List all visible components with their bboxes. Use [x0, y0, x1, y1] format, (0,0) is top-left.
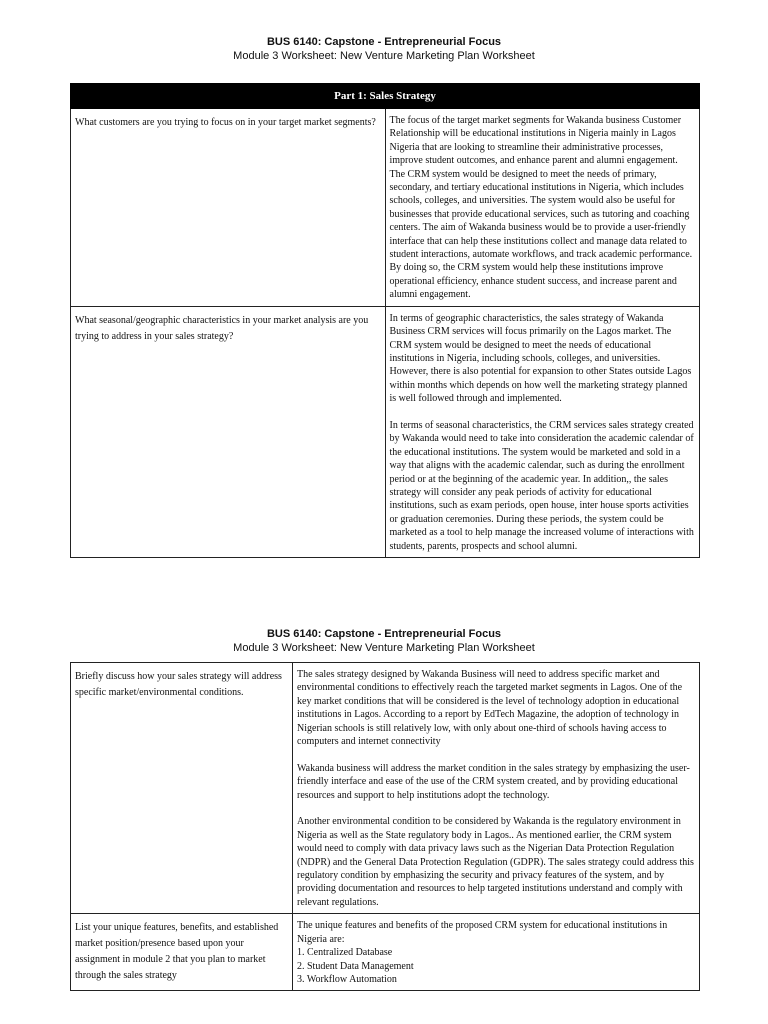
question-text: List your unique features, benefits, and established market position/presence based upon your assignment in module 2 that you plan to market through the sales strategy: [75, 922, 279, 982]
answer-cell: [293, 914, 700, 991]
worksheet-title: Module 3 Worksheet: New Venture Marketing Plan Worksheet: [233, 50, 535, 62]
table-row: [71, 663, 700, 914]
answer-paragraph: In terms of geographic characteristics, the sales strategy of Wakanda Business CRM services will focus primarily on the Lagos market. The CRM system would be designed to meet the needs of educational institutions in Nigeria, including schools, colleges, and universities. However, there is also potential for expansion to other States outside Lagos within months which depends on how well the marketing strategy planned is well followed through and implemented.: [389, 312, 692, 405]
question-cell: [71, 306, 386, 557]
feature-list-item: 1. Centralized Database: [297, 947, 393, 959]
table-row: [71, 914, 700, 991]
feature-list-item: 3. Workflow Automation: [297, 973, 397, 985]
table-row: [71, 306, 700, 557]
answer-paragraph: The sales strategy designed by Wakanda Business will need to address specific market and environmental conditions to effectively reach the targeted market segments in Lagos. One of the key market conditions that will be considered is the level of technology adoption in educational institutions in Lagos. According to a report by EdTech Magazine, the adoption of technology in Nigerian schools is still relatively low, with only about one-third of schools having access to computers and internet connectivity: [297, 669, 683, 748]
answer-paragraph: Another environmental condition to be considered by Wakanda is the regulatory environment in Nigeria as well as the State regulatory body in Lagos.. As mentioned earlier, the CRM system would need to comply with data privacy laws such as the Nigerian Data Protection Regulation (NDPR) and the General Data Protection Regulation (GDPR). The sales strategy could address this regulatory condition by emphasizing the security and privacy features of the system, and by providing documentation and resources to help targeted institutions understand and comply with relevant regulations.: [297, 816, 694, 908]
question-text: What customers are you trying to focus on in your target market segments?: [75, 117, 376, 128]
page-header: [0, 628, 768, 655]
answer-intro: The unique features and benefits of the proposed CRM system for educational institutions in Nigeria are:: [297, 920, 668, 945]
answer-cell: [385, 109, 700, 307]
question-cell: [71, 914, 293, 991]
question-text: What seasonal/geographic characteristics in your market analysis are you trying to address in your sales strategy?: [75, 314, 369, 342]
answer-cell: [385, 306, 700, 557]
course-title: BUS 6140: Capstone - Entrepreneurial Focus: [266, 628, 502, 640]
sales-strategy-table-continued: [70, 662, 700, 991]
section-heading: Part 1: Sales Strategy: [71, 84, 700, 109]
feature-list-item: 2. Student Data Management: [297, 960, 414, 972]
worksheet-title: Module 3 Worksheet: New Venture Marketing Plan Worksheet: [233, 642, 535, 654]
page-header: [0, 36, 768, 63]
answer-cell: [293, 663, 700, 914]
sales-strategy-table: [70, 83, 700, 558]
table-row: [71, 109, 700, 307]
answer-paragraph: The focus of the target market segments for Wakanda business Customer Relationship will be educational institutions in Nigeria mainly in Lagos Nigeria that are looking to streamline their administrative processes, improve student outcomes, and enhance parent and alumni engagement. The CRM system would be designed to meet the needs of primary, secondary, and tertiary educational institutions in Nigeria, which includes schools, colleges, and universities. The system would also be useful for businesses that provide educational services, such as tutoring and coaching centers. The aim of Wakanda business would be to provide a user-friendly interface that can help these institutions collect and manage data related to student interactions, automate workflows, and track academic performance. By doing so, the CRM system would help these institutions improve operational efficiency, enhance student success, and increase parent and alumni engagement.: [389, 115, 693, 301]
course-title: BUS 6140: Capstone - Entrepreneurial Focus: [266, 36, 502, 48]
question-cell: [71, 663, 293, 914]
answer-paragraph: Wakanda business will address the market condition in the sales strategy by emphasizing the user-friendly interface and ease of the use of the CRM system created, and by providing educational resources and support to help institutions adopt the technology.: [297, 762, 690, 801]
answer-paragraph: In terms of seasonal characteristics, the CRM services sales strategy created by Wakanda would need to take into consideration the academic calendar of the educational institutions. The system would be marketed and sold in a way that aligns with the academic calendar, such as during the enrollment period or at the beginning of the academic year. In addition,, the sales strategy will consider any peak periods of activity for educational institutions, such as exam periods, open house, inter house sports activities or graduation ceremonies. During these periods, the system could be marketed as a tool to help manage the increased volume of interactions with students, parents, prospects and school alumni.: [389, 419, 694, 552]
question-cell: [71, 109, 386, 307]
question-text: Briefly discuss how your sales strategy will address specific market/environmental conditions.: [75, 671, 282, 698]
